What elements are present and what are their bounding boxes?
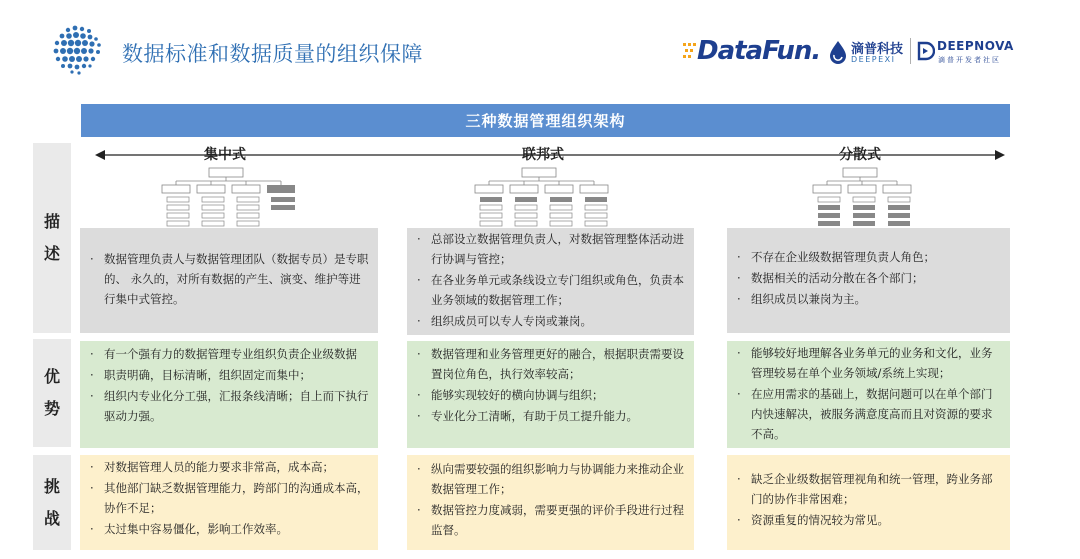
datafun-logo	[683, 34, 821, 68]
cell-advantage-centralized	[80, 341, 378, 448]
deepexi-logo	[828, 38, 908, 68]
org-chart-centralized-icon	[157, 165, 297, 235]
list-item: · 数据相关的活动分散在各个部门；	[737, 271, 924, 285]
cell-describe-centralized	[80, 228, 378, 333]
row-label-char: 挑	[43, 476, 60, 496]
list-item: · 能够实现较好的横向协调与组织；	[417, 388, 604, 402]
list-item: · 不存在企业级数据管理负责人角色；	[737, 250, 935, 264]
list-item: · 职责明确，目标清晰，组织固定而集中；	[90, 368, 311, 382]
cell-describe-federated	[407, 228, 694, 335]
deepnova-mark-icon	[917, 41, 935, 61]
row-label-char: 描	[43, 212, 60, 231]
list-item: · 组织成员可以专人专岗或兼岗。	[417, 314, 592, 328]
deepexi-logo-cn: 滴普科技	[851, 42, 904, 57]
column-title-centralized: 集中式	[204, 147, 246, 163]
list-item: · 总部设立数据管理负责人，对数据管理整体活动进行协调与管控；	[417, 232, 684, 266]
column-title-federated: 联邦式	[522, 147, 564, 163]
row-label-char: 势	[43, 399, 60, 418]
list-item: · 数据管理负责人与数据管理团队（数据专员）是专职的、 永久的，对所有数据的产生、演变、维护等进行集中式管控。	[90, 252, 369, 306]
cell-challenge-distributed	[727, 455, 1010, 550]
list-item: · 有一个强有力的数据管理专业组织负责企业级数据	[90, 347, 357, 361]
page-title: 数据标准和数据质量的组织保障	[122, 42, 423, 66]
list-item: · 组织内专业化分工强，汇报条线清晰；自上而下执行驱动力强。	[90, 389, 369, 423]
column-title-distributed: 分散式	[839, 147, 881, 163]
list-item: · 缺乏企业级数据管理视角和统一管理，跨业务部门的协作非常困难；	[737, 472, 993, 506]
deepexi-logo-en: DEEPEXI	[851, 55, 896, 64]
row-label-challenge	[33, 455, 71, 550]
logo-divider	[910, 38, 911, 64]
row-label-advantage	[33, 339, 71, 447]
org-chart-distributed-icon	[808, 165, 948, 235]
cell-challenge-federated	[407, 455, 694, 550]
row-label-char: 战	[43, 508, 60, 528]
datafun-logo-text: DataFun.	[697, 36, 821, 66]
list-item: · 在各业务单元或条线设立专门组织或角色，负责本业务领域的数据管理工作；	[417, 273, 684, 307]
list-item: · 在应用需求的基础上，数据问题可以在单个部门内快速解决，被服务满意度高而且对资源的要求不高。	[737, 387, 993, 441]
list-item: · 专业化分工清晰，有助于员工提升能力。	[417, 409, 638, 423]
cell-advantage-distributed	[727, 341, 1010, 448]
list-item: · 组织成员以兼岗为主。	[737, 292, 866, 306]
row-label-char: 优	[43, 367, 60, 386]
section-banner: 三种数据管理组织架构	[81, 104, 1010, 137]
row-label-describe	[33, 143, 71, 333]
list-item: · 资源重复的情况较为常见。	[737, 513, 889, 527]
list-item: · 其他部门缺乏数据管理能力，跨部门的沟通成本高，协作不足；	[90, 481, 369, 515]
list-item: · 太过集中容易僵化，影响工作效率。	[90, 522, 288, 536]
deepnova-logo-cn: 滴普开发者社区	[938, 56, 1001, 64]
cell-advantage-federated	[407, 341, 694, 448]
list-item: · 能够较好地理解各业务单元的业务和文化，业务管理较易在单个业务领域/系统上实现；	[737, 346, 993, 380]
list-item: · 纵向需要较强的组织影响力与协调能力来推动企业数据管理工作；	[417, 462, 684, 496]
list-item: · 对数据管理人员的能力要求非常高，成本高；	[90, 460, 334, 474]
logo-dots-icon	[48, 24, 108, 76]
deepnova-logo	[917, 38, 1017, 68]
list-item: · 数据管理和业务管理更好的融合，根据职责需要设置岗位角色，执行效率较高；	[417, 347, 684, 381]
row-label-char: 述	[43, 244, 60, 263]
deepnova-logo-en: DEEPNOVA	[937, 39, 1014, 53]
deepexi-drop-icon	[828, 40, 848, 64]
org-chart-federated-icon	[470, 165, 610, 235]
cell-describe-distributed	[727, 228, 1010, 333]
list-item: · 数据管控力度减弱，需要更强的评价手段进行过程监督。	[417, 503, 684, 537]
cell-challenge-centralized	[80, 455, 378, 550]
